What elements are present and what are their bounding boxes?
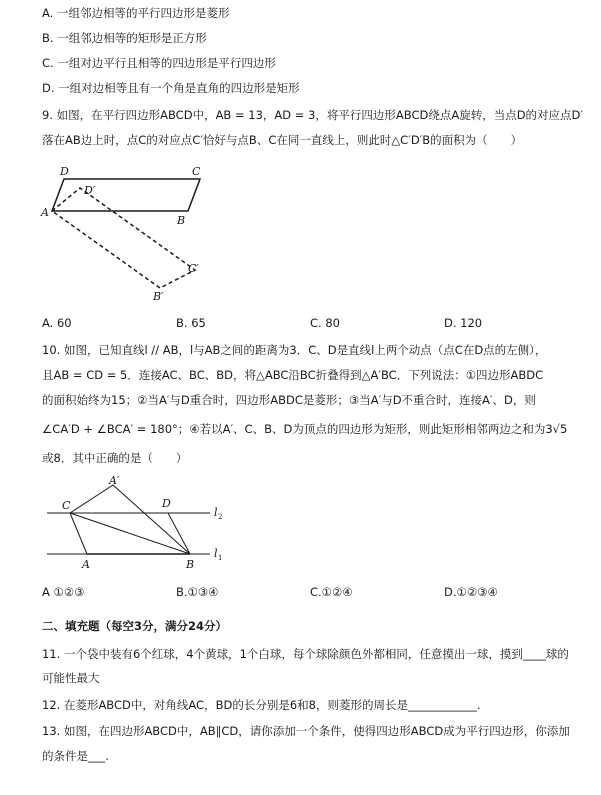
q9-option-d: D. 120 [444,316,483,330]
q9-stem-line1: 9. 如图，在平行四边形ABCD中，AB = 13，AD = 3，将平行四边形ABCD绕点A旋转，当点D的对应点D′ [42,108,584,122]
q9-parallelogram-abcd [52,179,200,211]
q9-label-b: B [177,214,186,227]
q9-figure [40,158,220,303]
q8-option-d: D. 一组对边相等且有一个角是直角的四边形是矩形 [42,81,300,95]
q10-label-a-prime: A′ [109,475,120,487]
q8-option-c: C. 一组对边平行且相等的四边形是平行四边形 [42,56,276,70]
q10-label-l2-sub: 2 [218,513,223,521]
q10-stem-line4: ∠CA′D + ∠BCA′ = 180°；④若以A′、C、B、D为顶点的四边形为矩形，则此矩形相邻两边之和为3√5 [42,422,568,436]
q13-stem-line2: 的条件是___. [42,749,109,763]
q11-stem-line2: 可能性最大 [42,671,100,685]
q9-option-c: C. 80 [310,316,340,330]
q10-figure [42,475,242,575]
q12-stem: 12. 在菱形ABCD中，对角线AC，BD的长分别是6和8，则菱形的周长是____________. [42,698,481,712]
q10-label-b: B [186,558,195,571]
q9-rotated-parallelogram [52,188,195,288]
q9-label-c-prime: C′ [188,262,199,275]
section2-title: 二、填充题（每空3分，满分24分） [42,619,228,633]
q10-stem-line3: 的面积始终为15；②当A′与D重合时，四边形ABDC是菱形；③当A′与D不重合时，连接A′、D，则 [42,393,536,407]
q10-label-d: D [162,497,171,510]
q10-stem-line1: 10. 如图，已知直线l // AB，l与AB之间的距离为3．C、D是直线l上两个动点（点C在D点的左侧）， [42,343,547,357]
q10-label-l2: l [214,506,218,519]
q9-stem-line2: 落在AB边上时，点C的对应点C′恰好与点B、C在同一直线上，则此时△C′D′B的面积为（ ） [42,133,523,147]
q9-label-d: D [60,165,69,178]
q10-label-l1-sub: 1 [218,554,223,562]
q8-option-a: A. 一组邻边相等的平行四边形是菱形 [42,6,230,20]
q10-option-b: B.①③④ [176,585,219,599]
q9-option-b: B. 65 [176,316,206,330]
q10-label-c: C [62,499,71,512]
q11-stem-line1: 11. 一个袋中装有6个红球，4个黄球，1个白球，每个球除颜色外都相同，任意摸出一球，摸到____球的 [42,647,569,661]
q9-label-a: A [41,206,49,219]
q10-stem-line2: 且AB = CD = 5．连接AC、BC、BD，将△ABC沿BC折叠得到△A′BC．下列说法：①四边形ABDC [42,368,544,382]
q9-label-d-prime: D′ [84,184,96,197]
q10-segment-ca [70,513,87,554]
q8-option-b: B. 一组邻边相等的矩形是正方形 [42,31,207,45]
q10-label-a: A [82,558,90,571]
q10-option-c: C.①②④ [310,585,353,599]
q10-option-a: A ①②③ [42,585,85,599]
q9-label-b-prime: B′ [153,290,164,303]
q10-label-l1: l [214,547,218,560]
q10-stem-line5: 或8．其中正确的是（ ） [42,451,188,465]
q9-option-a: A. 60 [42,316,72,330]
q10-option-d: D.①②③④ [444,585,498,599]
q13-stem-line1: 13. 如图，在四边形ABCD中，AB∥CD，请你添加一个条件，使得四边形ABCD成为平行四边形，你添加 [42,724,570,738]
q9-label-c: C [192,165,201,178]
